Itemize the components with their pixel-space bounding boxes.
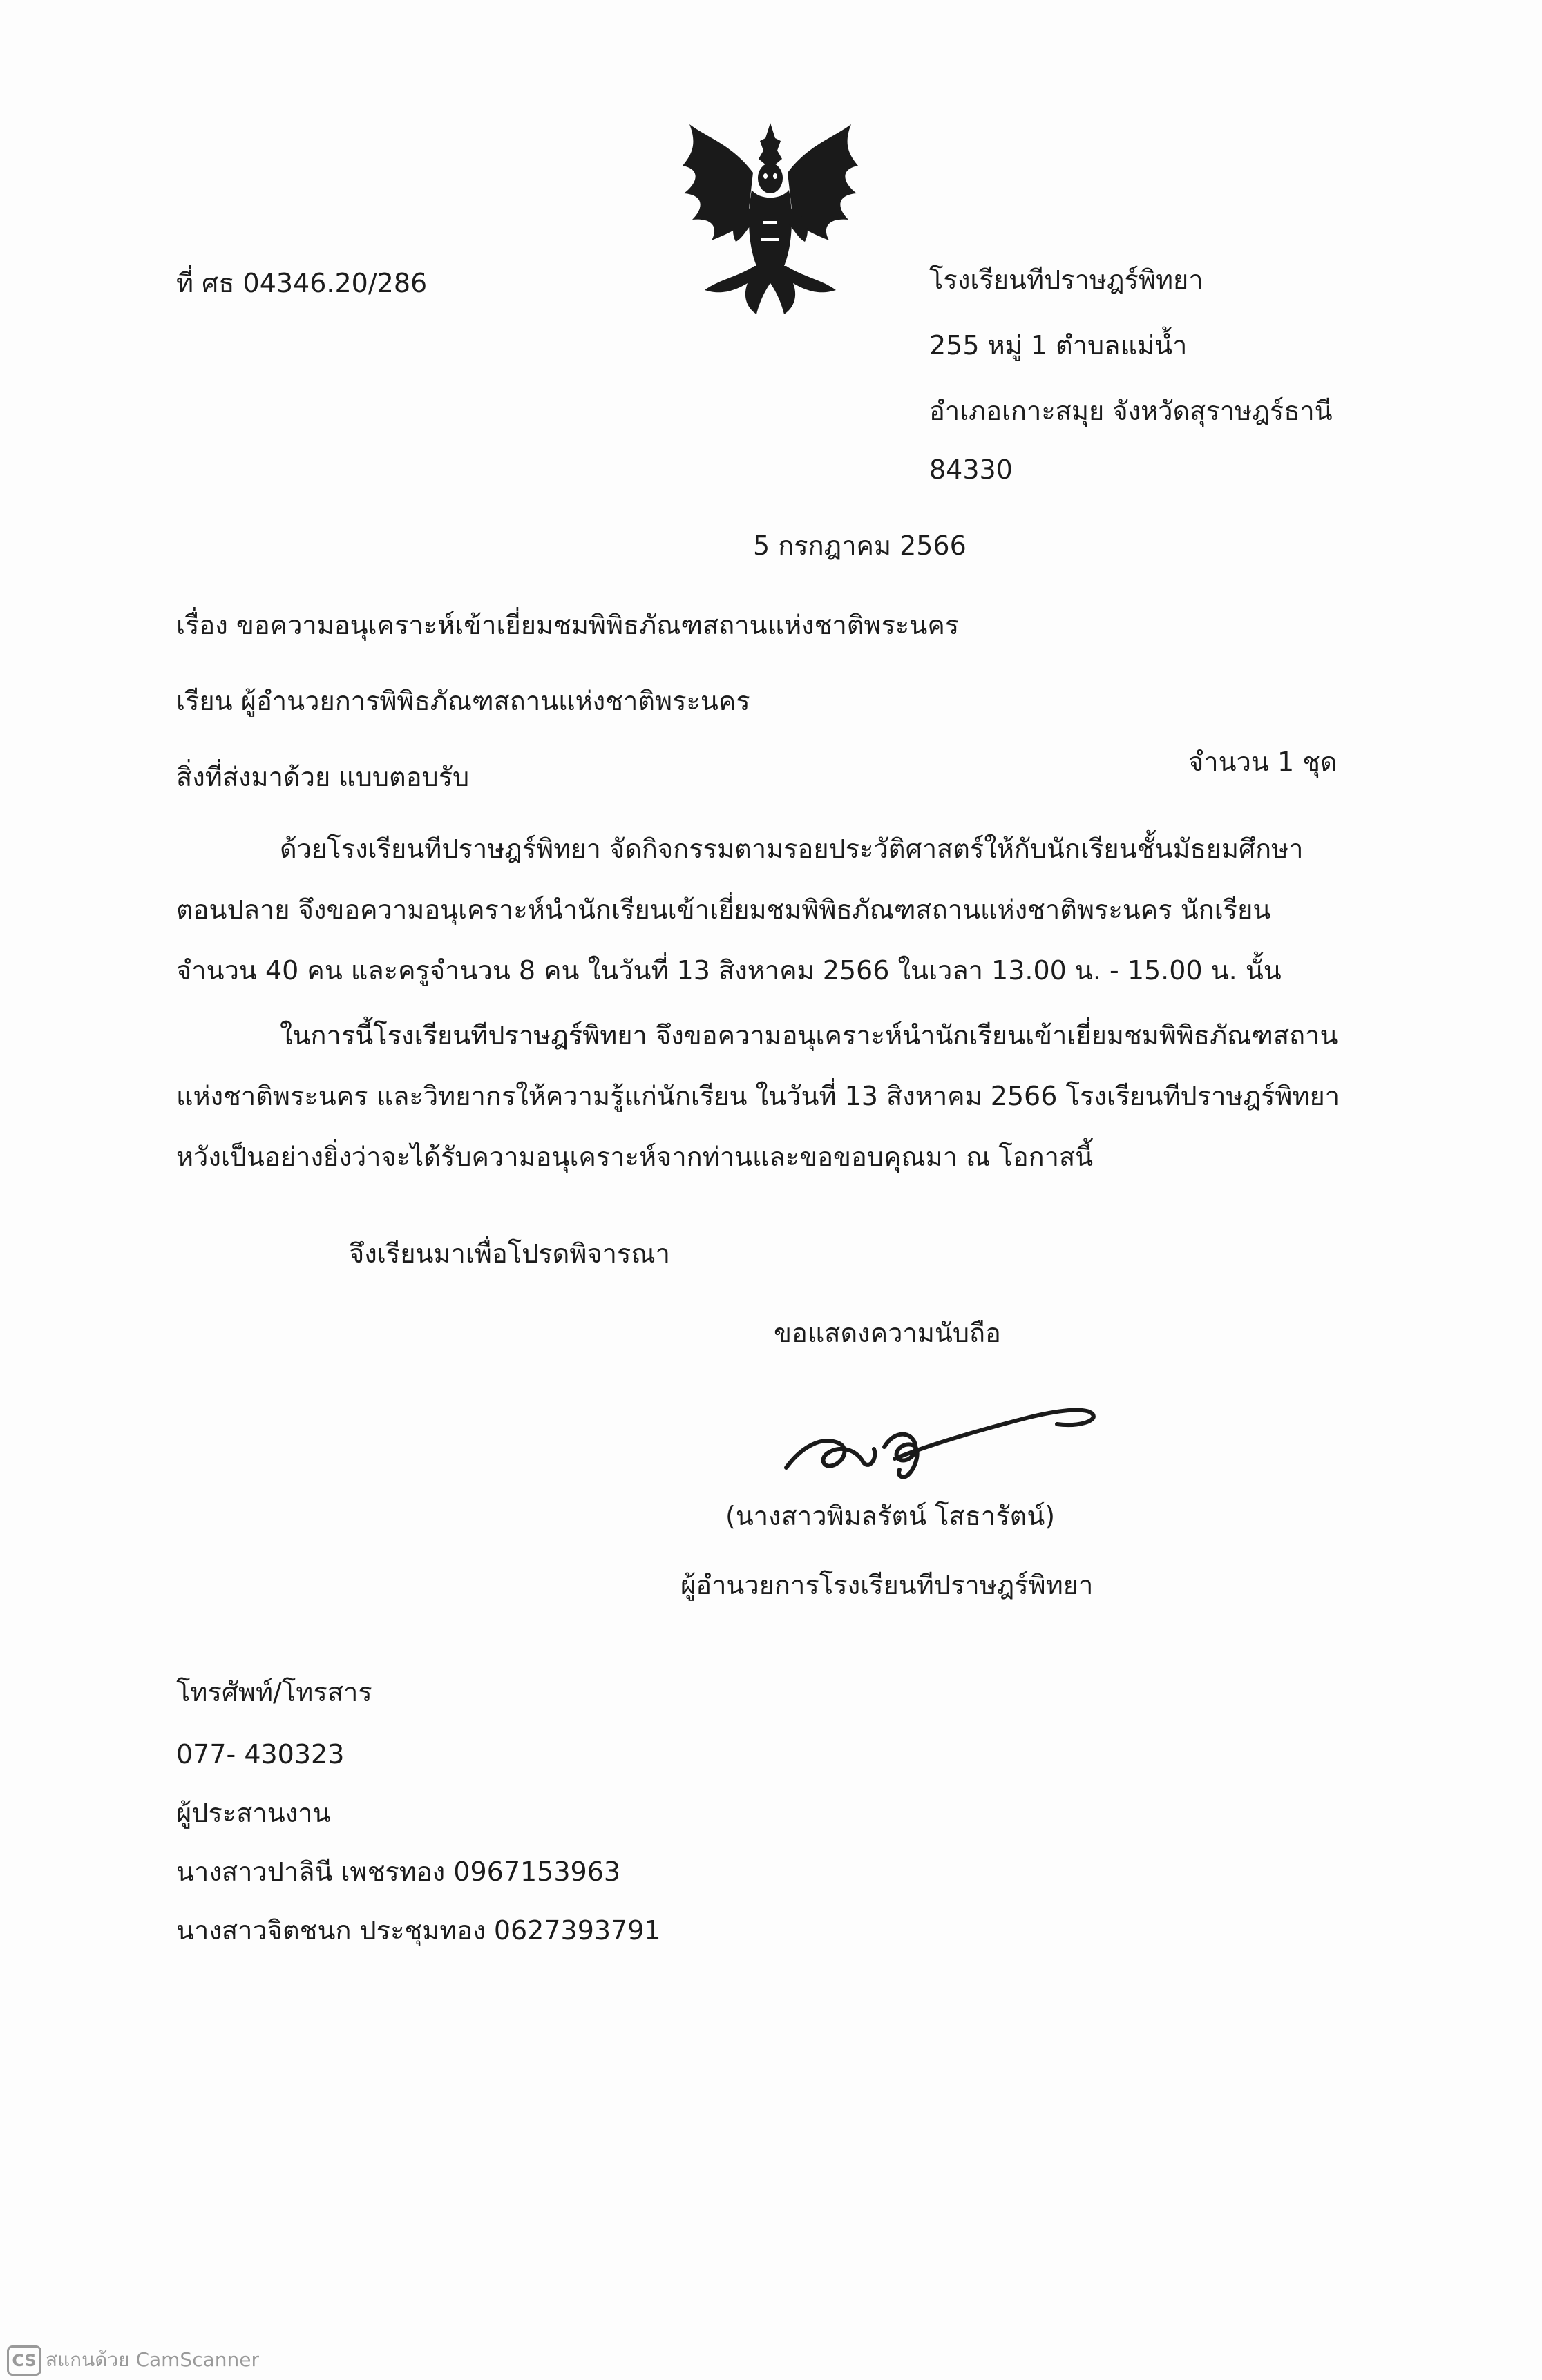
- sender-address-line2: อำเภอเกาะสมุย จังหวัดสุราษฎร์ธานี: [929, 396, 1333, 426]
- letter-date: 5 กรกฎาคม 2566: [753, 530, 967, 561]
- closing-salutation: ขอแสดงความนับถือ: [774, 1318, 1001, 1348]
- contact-phone: 077- 430323: [176, 1739, 345, 1769]
- camscanner-text: สแกนด้วย CamScanner: [46, 2348, 259, 2371]
- coordinator-label: ผู้ประสานงาน: [176, 1798, 331, 1828]
- reference-number: ที่ ศธ 04346.20/286: [176, 268, 428, 298]
- camscanner-logo-icon: CS: [7, 2345, 41, 2376]
- sender-address-line1: 255 หมู่ 1 ตำบลแม่น้ำ: [929, 330, 1188, 361]
- body-paragraph-1: ด้วยโรงเรียนทีปราษฎร์พิทยา จัดกิจกรรมตามรอยประวัติศาสตร์ให้กับนักเรียนชั้นมัธยมศึกษาตอนปลาย จึงขอความอนุเคราะห์นำนักเรียนเข้าเยี่ยมชมพิพิธภัณฑสถานแห่งชาติพระนคร นักเรียนจำนวน 40 คน และครูจำนวน 8 คน ในวันที่ 13 สิงหาคม 2566 ในเวลา 13.00 น. - 15.00 น. นั้น: [176, 834, 1304, 986]
- sender-name: โรงเรียนทีปราษฎร์พิทยา: [929, 265, 1203, 295]
- enclosure-count: จำนวน 1 ชุด: [1188, 747, 1338, 777]
- coordinator-1: นางสาวปาลินี เพชรทอง 0967153963: [176, 1856, 621, 1887]
- signature-icon: [774, 1381, 1105, 1492]
- coordinator-2: นางสาวจิตชนก ประชุมทอง 0627393791: [176, 1915, 661, 1946]
- signatory-title: ผู้อำนวยการโรงเรียนทีปราษฎร์พิทยา: [680, 1570, 1094, 1600]
- letter-subject: เรื่อง ขอความอนุเคราะห์เข้าเยี่ยมชมพิพิธภัณฑสถานแห่งชาติพระนคร: [176, 610, 960, 640]
- closing-request: จึงเรียนมาเพื่อโปรดพิจารณา: [349, 1238, 670, 1269]
- letter-enclosure: สิ่งที่ส่งมาด้วย แบบตอบรับ: [176, 762, 470, 792]
- camscanner-watermark: [0, 2340, 290, 2380]
- body-paragraph-2: ในการนี้โรงเรียนทีปราษฎร์พิทยา จึงขอความอนุเคราะห์นำนักเรียนเข้าเยี่ยมชมพิพิธภัณฑสถานแห่งชาติพระนคร และวิทยากรให้ความรู้แก่นักเรียน ในวันที่ 13 สิงหาคม 2566 โรงเรียนทีปราษฎร์พิทยาหวังเป็นอย่างยิ่งว่าจะได้รับความอนุเคราะห์จากท่านและขอขอบคุณมา ณ โอกาสนี้: [176, 1020, 1340, 1172]
- contact-phone-label: โทรศัพท์/โทรสาร: [176, 1677, 372, 1707]
- garuda-emblem-icon: [670, 117, 870, 325]
- signatory-name: (นางสาวพิมลรัตน์ โสธารัตน์): [725, 1501, 1056, 1531]
- sender-postcode: 84330: [929, 454, 1013, 485]
- letter-recipient: เรียน ผู้อำนวยการพิพิธภัณฑสถานแห่งชาติพระนคร: [176, 686, 750, 716]
